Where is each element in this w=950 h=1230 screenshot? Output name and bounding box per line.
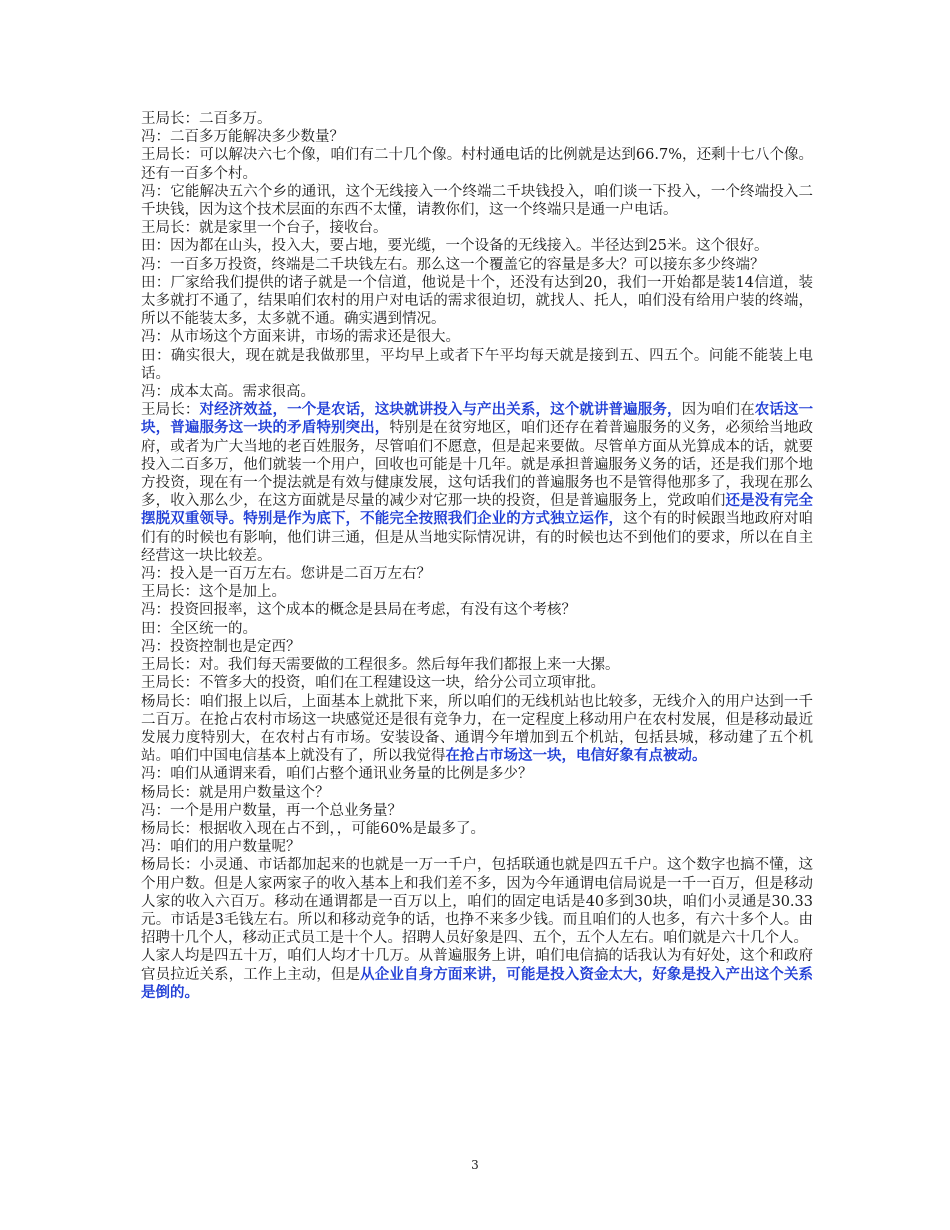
- paragraph: [141, 401, 813, 565]
- paragraph-text: 这个有的时候跟当地政府对咱们有的时候也有影响，他们讲三通，但是从当地实际情况讲，有的时候也达不到他们的要求，所以在自主经营这一块比较差。: [141, 511, 814, 564]
- paragraph-text: 杨局长：小灵通、市话都加起来的也就是一万一千户，包括联通也就是四五千户。这个数字也搞不懂，这个用户数。但是人家两家子的收入基本上和我们差不多，因为今年通谓电信局说是一千一百万，但是移动人家的收入六百万。移动在通谓都是一百万以上，咱们的固定电话是40多到30块，咱们小灵通是30.33元。市话是3毛钱左右。所以和移动竞争的话，也挣不来多少钱。而且咱们的人也多，有六十多个人。由招聘十几个人，移动正式员工是十个人。招聘人员好象是四、五个，五个人左右。咱们就是六十几个人。: [141, 857, 813, 947]
- paragraph: [141, 620, 813, 638]
- paragraph: [141, 328, 813, 346]
- paragraph: [141, 274, 813, 329]
- paragraph: [141, 838, 813, 856]
- paragraph-text: 冯：一百多万投资，终端是二千块钱左右。那么这一个覆盖它的容量是多大？可以接东多少终端？: [141, 256, 765, 273]
- page-number: 3: [471, 1158, 479, 1172]
- document-body: [141, 110, 813, 1002]
- paragraph-text: 王局长：二百多万。: [141, 111, 272, 127]
- paragraph: [141, 947, 813, 1002]
- paragraph-text: 杨局长：就是用户数量这个？: [141, 784, 330, 801]
- paragraph-text: 王局长：对。我们每天需要做的工程很多。然后每年我们都报上来一大摞。: [141, 657, 620, 674]
- paragraph: [141, 565, 813, 583]
- paragraph: [141, 693, 813, 766]
- paragraph-text: 田：全区统一的。: [141, 620, 257, 637]
- paragraph: [141, 784, 813, 802]
- highlighted-text: 在抢占市场这一块，电信好象有点被动。: [445, 747, 707, 765]
- paragraph: [141, 802, 813, 820]
- highlighted-text: 农话这一块，普遍服务这一块的矛盾特别突出，: [141, 401, 814, 437]
- paragraph-text: 冯：一个是用户数量，再一个总业务量？: [141, 802, 402, 819]
- paragraph-text: 冯：咱们从通谓来看，咱们占整个通讯业务量的比例是多少？: [141, 766, 533, 783]
- paragraph: [141, 674, 813, 692]
- paragraph: [141, 219, 813, 237]
- highlighted-text: 从企业自身方面来讲，可能是投入资金太大，好象是投入产出这个关系是倒的。: [141, 965, 814, 1001]
- paragraph-text: 王局长：不管多大的投资，咱们在工程建设这一块，给分公司立项审批。: [141, 675, 605, 692]
- paragraph-text: 田：确实很大，现在就是我做那里，平均早上或者下午平均每天就是接到五、四五个。问能不能装上电话。: [141, 347, 813, 382]
- paragraph-text: 王局长：这个是加上。: [141, 584, 286, 601]
- paragraph: [141, 856, 813, 947]
- paragraph: [141, 601, 813, 619]
- paragraph-text: 特别是在贫穷地区，咱们还存在着普遍服务的义务，必须给当地政府，或者为广大当地的老百姓服务，尽管咱们不愿意，但是起来要做。尽管单方面从光算成本的话，就要投入二百多万，他们就装一个用户，回收也可能是十几年。就是承担普遍服务义务的话，还是我们那个地方投资，现在有一个提法就是有效与健康发展，这句话我们的普遍服务也不是管得他那多了，我现在那么多，收入那么少，在这方面就是尽量的减少对它那一块的投资，但是普遍服务上，党政咱们: [141, 420, 813, 510]
- paragraph: [141, 383, 813, 401]
- paragraph-text: 冯：投资控制也是定西？: [141, 638, 301, 655]
- paragraph: [141, 146, 813, 182]
- paragraph: [141, 347, 813, 383]
- paragraph: [141, 765, 813, 783]
- paragraph: [141, 583, 813, 601]
- paragraph-text: 王局长：: [141, 402, 200, 419]
- highlighted-text: 对经济效益，一个是农话，这块就讲投入与产出关系，这个就讲普遍服务，: [199, 401, 682, 419]
- paragraph: [141, 183, 813, 219]
- paragraph: [141, 237, 813, 255]
- paragraph-text: 冯：从市场这个方面来讲，市场的需求还是很大。: [141, 329, 460, 346]
- paragraph-text: 田：因为都在山头，投入大，要占地，要光缆，一个设备的无线接入。半径达到25米。这个很好。: [141, 238, 769, 255]
- paragraph: [141, 656, 813, 674]
- paragraph-text: 王局长：可以解决六七个像，咱们有二十几个像。村村通电话的比例就是达到66.7%，还剩十七八个像。还有一百多个村。: [141, 147, 813, 182]
- paragraph-text: 人家人均是四五十万，咱们人均才十几万。从普遍服务上讲，咱们电信搞的话我认为有好处，这个和政府官员拉近关系，工作上主动，但是: [141, 948, 813, 983]
- paragraph-text: 冯：投入是一百万左右。您讲是二百万左右？: [141, 566, 431, 583]
- paragraph-text: 冯：咱们的用户数量呢？: [141, 839, 301, 856]
- paragraph-text: 冯：投资回报率，这个成本的概念是县局在考虑，有没有这个考核？: [141, 602, 576, 619]
- paragraph: [141, 820, 813, 838]
- paragraph-text: 田：厂家给我们提供的诸子就是一个信道，他说是十个，还没有达到20，我们一开始都是装14信道，装太多就打不通了，结果咱们农村的用户对电话的需求很迫切，就找人、托人，咱们没有给用户装的终端，所以不能装太多，太多就不通。确实遇到情况。: [141, 274, 813, 328]
- paragraph-text: 杨局长：咱们报上以后，上面基本上就批下来，所以咱们的无线机站也比较多，无线介入的用户达到一千二百万。在抢占农村市场这一块感觉还是很有竞争力，在一定程度上移动用户在农村发展，但是移动最近发展力度特别大，在农村占有市场。安装设备、通谓今年增加到五个机站，包括县城，移动建了五个机站。咱们中国电信基本上就没有了，所以我觉得: [141, 693, 813, 765]
- paragraph: [141, 256, 813, 274]
- paragraph: [141, 128, 813, 146]
- highlighted-text: 还是没有完全摆脱双重领导。特别是作为底下，不能完全按照我们企业的方式独立运作，: [141, 492, 814, 528]
- paragraph-text: 冯：它能解决五六个乡的通讯，这个无线接入一个终端二千块钱投入，咱们谈一下投入，一个终端投入二千块钱，因为这个技术层面的东西不太懂，请教你们，这一个终端只是通一户电话。: [141, 183, 813, 219]
- paragraph-text: 因为咱们在: [681, 402, 755, 419]
- paragraph-text: 杨局长：根据收入现在占不到，，可能60%是最多了。: [141, 820, 485, 837]
- paragraph-text: 王局长：就是家里一个台子，接收台。: [141, 220, 388, 237]
- paragraph-text: 冯：成本太高。需求很高。: [141, 384, 315, 401]
- paragraph: [141, 638, 813, 656]
- paragraph-text: 冯：二百多万能解决多少数量？: [141, 129, 344, 146]
- paragraph: [141, 110, 813, 128]
